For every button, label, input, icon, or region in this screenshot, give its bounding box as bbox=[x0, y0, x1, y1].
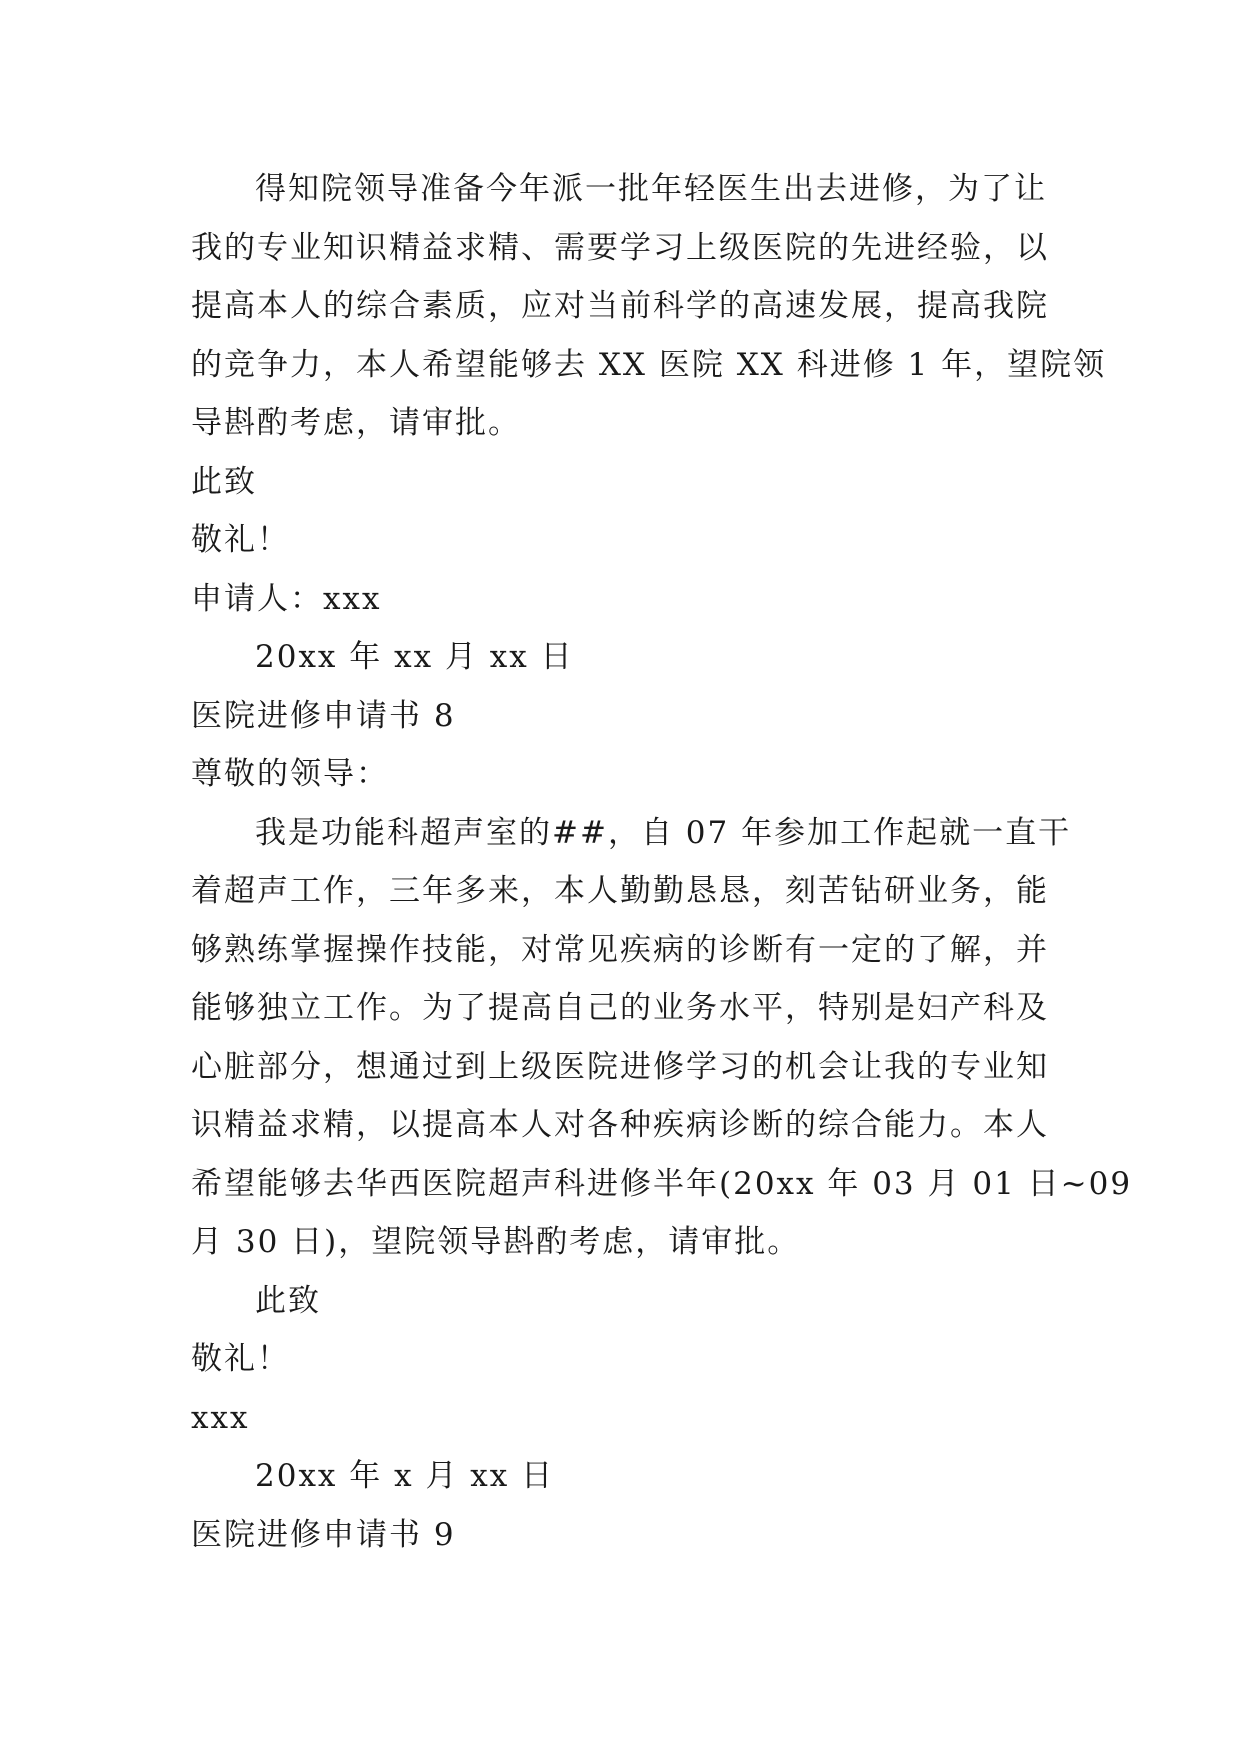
greeting-text: 尊敬的领导： bbox=[191, 756, 389, 792]
text-line: 得知院领导准备今年派一批年轻医生出去进修，为了让 bbox=[255, 171, 1047, 207]
section-heading-9: 医院进修申请书 9 bbox=[191, 1516, 456, 1553]
closing-text: 此致 bbox=[191, 463, 257, 500]
closing-text: 此致 bbox=[255, 1282, 321, 1319]
text-line: 月 30 日)，望院领导斟酌考虑，请审批。 bbox=[191, 1224, 801, 1260]
date-text: 20xx 年 xx 月 xx 日 bbox=[255, 639, 574, 675]
salute-text: 敬礼！ bbox=[191, 522, 290, 558]
text-line: 我是功能科超声室的##，自 07 年参加工作起就一直干 bbox=[255, 814, 1072, 851]
text-line: 导斟酌考虑，请审批。 bbox=[191, 405, 521, 441]
signer-name: xxx bbox=[191, 1399, 250, 1436]
paragraph-request-2 bbox=[191, 804, 1133, 1272]
salute-text: 敬礼！ bbox=[191, 1341, 290, 1377]
text-line: 我的专业知识精益求精、需要学习上级医院的先进经验，以 bbox=[191, 229, 1049, 266]
text-line: 能够独立工作。为了提高自己的业务水平，特别是妇产科及 bbox=[191, 990, 1049, 1026]
text-line: 心脏部分，想通过到上级医院进修学习的机会让我的专业知 bbox=[191, 1048, 1049, 1085]
text-line: 够熟练掌握操作技能，对常见疾病的诊断有一定的了解，并 bbox=[191, 931, 1049, 968]
paragraph-request-1 bbox=[191, 160, 1107, 453]
text-line: 提高本人的综合素质，应对当前科学的高速发展，提高我院 bbox=[191, 288, 1049, 324]
applicant-signature: 申请人：xxx bbox=[191, 580, 382, 617]
document-body bbox=[191, 160, 1133, 1564]
section-heading-8: 医院进修申请书 8 bbox=[191, 697, 456, 734]
text-line: 识精益求精，以提高本人对各种疾病诊断的综合能力。本人 bbox=[191, 1107, 1049, 1143]
text-line: 希望能够去华西医院超声科进修半年(20xx 年 03 月 01 日~09 bbox=[191, 1165, 1133, 1202]
text-line: 着超声工作，三年多来，本人勤勤恳恳，刻苦钻研业务，能 bbox=[191, 873, 1049, 909]
date-text: 20xx 年 x 月 xx 日 bbox=[255, 1458, 555, 1494]
text-line: 的竞争力，本人希望能够去 XX 医院 XX 科进修 1 年，望院领 bbox=[191, 346, 1107, 383]
